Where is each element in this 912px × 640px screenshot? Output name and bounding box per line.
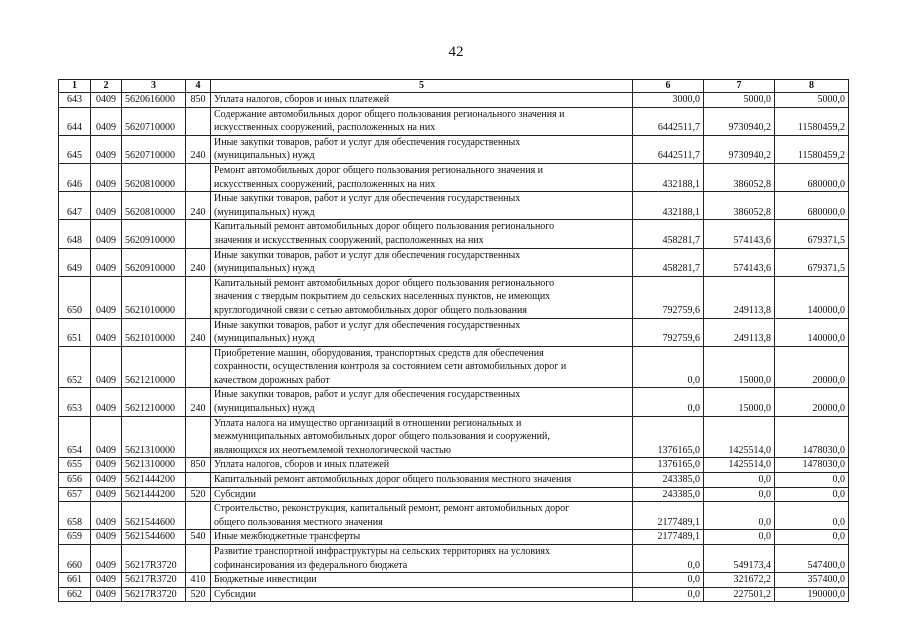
row-number-cell: 652 [59, 346, 91, 388]
table-row [59, 530, 849, 545]
table-row [59, 502, 849, 530]
amount-col6-cell: 432188,1 [633, 192, 704, 220]
target-article-cell: 5620810000 [122, 163, 186, 191]
amount-col8-cell: 357400,0 [775, 573, 849, 588]
amount-col6-cell: 458281,7 [633, 220, 704, 248]
amount-col7-cell: 227501,2 [704, 587, 775, 602]
table-row [59, 388, 849, 416]
section-code-cell: 0409 [91, 487, 122, 502]
expense-type-cell: 520 [186, 587, 211, 602]
target-article-cell: 5621310000 [122, 416, 186, 458]
item-name-cell: Субсидии [211, 587, 633, 602]
amount-col7-cell: 249113,8 [704, 318, 775, 346]
amount-col8-cell: 680000,0 [775, 192, 849, 220]
amount-col7-cell: 5000,0 [704, 93, 775, 108]
item-name-cell: Иные закупки товаров, работ и услуг для обеспечения государственных (муниципальных) нужд [211, 388, 633, 416]
amount-col6-cell: 0,0 [633, 346, 704, 388]
expense-type-cell: 240 [186, 388, 211, 416]
target-article-cell: 5621010000 [122, 276, 186, 318]
table-row [59, 220, 849, 248]
row-number-cell: 645 [59, 135, 91, 163]
amount-col8-cell: 5000,0 [775, 93, 849, 108]
section-code-cell: 0409 [91, 502, 122, 530]
row-number-cell: 655 [59, 458, 91, 473]
target-article-cell: 5620710000 [122, 107, 186, 135]
row-number-cell: 643 [59, 93, 91, 108]
amount-col7-cell: 0,0 [704, 473, 775, 488]
row-number-cell: 661 [59, 573, 91, 588]
section-code-cell: 0409 [91, 163, 122, 191]
amount-col8-cell: 0,0 [775, 487, 849, 502]
amount-col7-cell: 549173,4 [704, 545, 775, 573]
row-number-cell: 654 [59, 416, 91, 458]
amount-col6-cell: 3000,0 [633, 93, 704, 108]
table-row [59, 416, 849, 458]
expense-type-cell [186, 473, 211, 488]
section-code-cell: 0409 [91, 318, 122, 346]
table-row [59, 545, 849, 573]
column-header: 5 [211, 80, 633, 93]
target-article-cell: 56217R3720 [122, 573, 186, 588]
expense-type-cell [186, 416, 211, 458]
target-article-cell: 5620810000 [122, 192, 186, 220]
table-row [59, 573, 849, 588]
amount-col8-cell: 1478030,0 [775, 416, 849, 458]
amount-col6-cell: 2177489,1 [633, 502, 704, 530]
item-name-cell: Бюджетные инвестиции [211, 573, 633, 588]
table-row [59, 276, 849, 318]
column-header: 1 [59, 80, 91, 93]
page-number: 42 [448, 44, 464, 60]
target-article-cell: 5620616000 [122, 93, 186, 108]
section-code-cell: 0409 [91, 587, 122, 602]
target-article-cell: 5621444200 [122, 473, 186, 488]
amount-col6-cell: 792759,6 [633, 318, 704, 346]
row-number-cell: 653 [59, 388, 91, 416]
item-name-cell: Капитальный ремонт автомобильных дорог общего пользования регионального значения и искусственных сооружений, расположенных на них [211, 220, 633, 248]
target-article-cell: 5620910000 [122, 248, 186, 276]
amount-col7-cell: 0,0 [704, 502, 775, 530]
amount-col7-cell: 0,0 [704, 487, 775, 502]
amount-col8-cell: 190000,0 [775, 587, 849, 602]
amount-col8-cell: 679371,5 [775, 220, 849, 248]
expense-type-cell: 850 [186, 93, 211, 108]
amount-col8-cell: 547400,0 [775, 545, 849, 573]
section-code-cell: 0409 [91, 135, 122, 163]
row-number-cell: 648 [59, 220, 91, 248]
column-header: 4 [186, 80, 211, 93]
item-name-cell: Иные межбюджетные трансферты [211, 530, 633, 545]
row-number-cell: 647 [59, 192, 91, 220]
item-name-cell: Содержание автомобильных дорог общего пользования регионального значения и искусственных сооружений, расположенных на них [211, 107, 633, 135]
expense-type-cell [186, 276, 211, 318]
target-article-cell: 5621544600 [122, 530, 186, 545]
item-name-cell: Капитальный ремонт автомобильных дорог общего пользования регионального значения с твердым покрытием до сельских населенных пунктов, не имеющих круглогодичной связи с сетью автомобильных дорог общего пользования [211, 276, 633, 318]
amount-col8-cell: 11580459,2 [775, 135, 849, 163]
item-name-cell: Уплата налогов, сборов и иных платежей [211, 93, 633, 108]
table-row [59, 163, 849, 191]
amount-col6-cell: 243385,0 [633, 473, 704, 488]
table-row [59, 346, 849, 388]
row-number-cell: 662 [59, 587, 91, 602]
target-article-cell: 56217R3720 [122, 587, 186, 602]
section-code-cell: 0409 [91, 248, 122, 276]
target-article-cell: 56217R3720 [122, 545, 186, 573]
amount-col6-cell: 432188,1 [633, 163, 704, 191]
row-number-cell: 657 [59, 487, 91, 502]
row-number-cell: 658 [59, 502, 91, 530]
row-number-cell: 659 [59, 530, 91, 545]
column-header: 7 [704, 80, 775, 93]
item-name-cell: Субсидии [211, 487, 633, 502]
amount-col7-cell: 1425514,0 [704, 458, 775, 473]
amount-col8-cell: 0,0 [775, 530, 849, 545]
amount-col8-cell: 1478030,0 [775, 458, 849, 473]
amount-col7-cell: 574143,6 [704, 220, 775, 248]
table-row [59, 473, 849, 488]
row-number-cell: 644 [59, 107, 91, 135]
item-name-cell: Иные закупки товаров, работ и услуг для обеспечения государственных (муниципальных) нужд [211, 248, 633, 276]
item-name-cell: Ремонт автомобильных дорог общего пользования регионального значения и искусственных сооружений, расположенных на них [211, 163, 633, 191]
target-article-cell: 5621310000 [122, 458, 186, 473]
column-header: 3 [122, 80, 186, 93]
amount-col6-cell: 458281,7 [633, 248, 704, 276]
amount-col6-cell: 0,0 [633, 545, 704, 573]
expense-type-cell: 240 [186, 248, 211, 276]
expense-type-cell [186, 502, 211, 530]
target-article-cell: 5621544600 [122, 502, 186, 530]
amount-col8-cell: 20000,0 [775, 388, 849, 416]
column-header: 8 [775, 80, 849, 93]
amount-col6-cell: 1376165,0 [633, 458, 704, 473]
amount-col8-cell: 0,0 [775, 473, 849, 488]
expense-type-cell: 240 [186, 192, 211, 220]
table-row [59, 93, 849, 108]
item-name-cell: Иные закупки товаров, работ и услуг для обеспечения государственных (муниципальных) нужд [211, 135, 633, 163]
item-name-cell: Приобретение машин, оборудования, транспортных средств для обеспечения сохранности, осуществления контроля за состоянием сети автомобильных дорог и качеством дорожных работ [211, 346, 633, 388]
row-number-cell: 649 [59, 248, 91, 276]
item-name-cell: Развитие транспортной инфраструктуры на сельских территориях на условиях софинансирования из федерального бюджета [211, 545, 633, 573]
item-name-cell: Иные закупки товаров, работ и услуг для обеспечения государственных (муниципальных) нужд [211, 192, 633, 220]
expense-type-cell: 240 [186, 135, 211, 163]
amount-col8-cell: 679371,5 [775, 248, 849, 276]
amount-col8-cell: 140000,0 [775, 276, 849, 318]
item-name-cell: Иные закупки товаров, работ и услуг для обеспечения государственных (муниципальных) нужд [211, 318, 633, 346]
target-article-cell: 5620710000 [122, 135, 186, 163]
section-code-cell: 0409 [91, 416, 122, 458]
amount-col7-cell: 9730940,2 [704, 135, 775, 163]
row-number-cell: 646 [59, 163, 91, 191]
amount-col6-cell: 6442511,7 [633, 107, 704, 135]
section-code-cell: 0409 [91, 107, 122, 135]
amount-col6-cell: 0,0 [633, 388, 704, 416]
expense-type-cell: 520 [186, 487, 211, 502]
amount-col6-cell: 1376165,0 [633, 416, 704, 458]
table-row [59, 458, 849, 473]
table-row [59, 487, 849, 502]
section-code-cell: 0409 [91, 346, 122, 388]
item-name-cell: Уплата налогов, сборов и иных платежей [211, 458, 633, 473]
section-code-cell: 0409 [91, 473, 122, 488]
section-code-cell: 0409 [91, 93, 122, 108]
item-name-cell: Капитальный ремонт автомобильных дорог общего пользования местного значения [211, 473, 633, 488]
amount-col8-cell: 20000,0 [775, 346, 849, 388]
amount-col8-cell: 0,0 [775, 502, 849, 530]
section-code-cell: 0409 [91, 530, 122, 545]
amount-col7-cell: 15000,0 [704, 346, 775, 388]
amount-col7-cell: 321672,2 [704, 573, 775, 588]
row-number-cell: 660 [59, 545, 91, 573]
amount-col7-cell: 386052,8 [704, 192, 775, 220]
target-article-cell: 5621010000 [122, 318, 186, 346]
amount-col7-cell: 9730940,2 [704, 107, 775, 135]
table-row [59, 192, 849, 220]
section-code-cell: 0409 [91, 276, 122, 318]
amount-col6-cell: 792759,6 [633, 276, 704, 318]
section-code-cell: 0409 [91, 458, 122, 473]
table-row [59, 318, 849, 346]
section-code-cell: 0409 [91, 573, 122, 588]
amount-col7-cell: 15000,0 [704, 388, 775, 416]
amount-col6-cell: 0,0 [633, 587, 704, 602]
section-code-cell: 0409 [91, 388, 122, 416]
item-name-cell: Уплата налога на имущество организаций в отношении региональных и межмуниципальных автомобильных дорог общего пользования и сооружений, являющихся их неотъемлемой технологической частью [211, 416, 633, 458]
target-article-cell: 5621210000 [122, 346, 186, 388]
expense-type-cell: 540 [186, 530, 211, 545]
expense-type-cell [186, 107, 211, 135]
amount-col7-cell: 249113,8 [704, 276, 775, 318]
table-row [59, 107, 849, 135]
amount-col6-cell: 243385,0 [633, 487, 704, 502]
table-header-row [59, 80, 849, 93]
table-row [59, 248, 849, 276]
amount-col8-cell: 11580459,2 [775, 107, 849, 135]
section-code-cell: 0409 [91, 545, 122, 573]
expense-type-cell: 850 [186, 458, 211, 473]
row-number-cell: 656 [59, 473, 91, 488]
amount-col6-cell: 0,0 [633, 573, 704, 588]
row-number-cell: 651 [59, 318, 91, 346]
amount-col7-cell: 0,0 [704, 530, 775, 545]
row-number-cell: 650 [59, 276, 91, 318]
table-row [59, 587, 849, 602]
amount-col7-cell: 386052,8 [704, 163, 775, 191]
amount-col8-cell: 140000,0 [775, 318, 849, 346]
target-article-cell: 5621444200 [122, 487, 186, 502]
expense-type-cell [186, 346, 211, 388]
expense-type-cell [186, 545, 211, 573]
section-code-cell: 0409 [91, 192, 122, 220]
expense-type-cell: 410 [186, 573, 211, 588]
amount-col6-cell: 6442511,7 [633, 135, 704, 163]
section-code-cell: 0409 [91, 220, 122, 248]
expense-type-cell [186, 163, 211, 191]
expense-type-cell [186, 220, 211, 248]
expense-type-cell: 240 [186, 318, 211, 346]
target-article-cell: 5620910000 [122, 220, 186, 248]
column-header: 2 [91, 80, 122, 93]
column-header: 6 [633, 80, 704, 93]
amount-col7-cell: 1425514,0 [704, 416, 775, 458]
amount-col6-cell: 2177489,1 [633, 530, 704, 545]
budget-table [58, 79, 849, 602]
item-name-cell: Строительство, реконструкция, капитальный ремонт, ремонт автомобильных дорог общего пользования местного значения [211, 502, 633, 530]
target-article-cell: 5621210000 [122, 388, 186, 416]
amount-col7-cell: 574143,6 [704, 248, 775, 276]
amount-col8-cell: 680000,0 [775, 163, 849, 191]
table-row [59, 135, 849, 163]
